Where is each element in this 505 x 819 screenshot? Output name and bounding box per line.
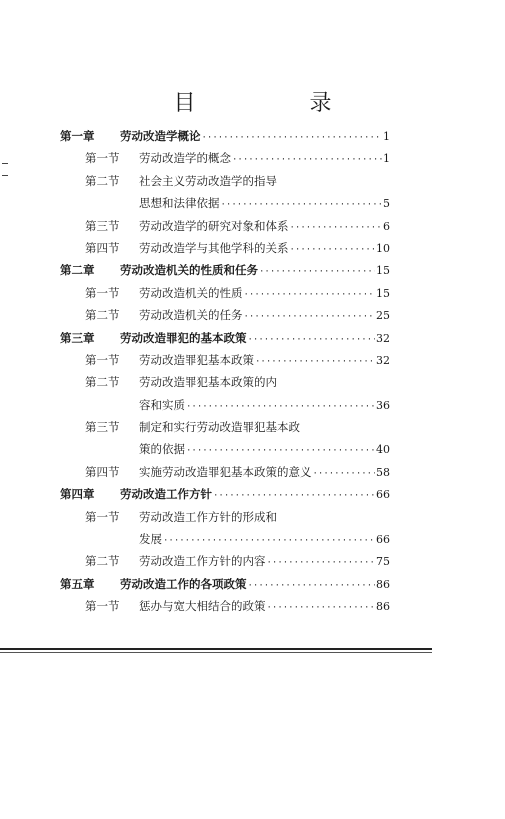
section-number: 第一节 (85, 509, 120, 524)
dot-leader (213, 491, 375, 501)
toc-section[interactable] (60, 150, 390, 172)
toc-section[interactable] (60, 598, 390, 620)
page-number: 32 (376, 331, 390, 345)
page-number: 86 (376, 600, 390, 614)
dot-leader (267, 603, 376, 613)
section-number: 第一节 (85, 352, 120, 367)
section-number: 第二节 (85, 308, 120, 323)
margin-mark (2, 163, 8, 164)
section-title: 劳动改造学的研究对象和体系 (139, 218, 289, 233)
toc-section[interactable] (60, 240, 390, 262)
section-title: 劳动改造工作方针的形成和 (139, 509, 277, 524)
section-number: 第四节 (85, 464, 120, 479)
toc-chapter-2[interactable] (60, 262, 390, 284)
toc-section[interactable] (60, 173, 390, 195)
page-number: 66 (376, 488, 390, 502)
dot-leader (248, 581, 376, 591)
toc-chapter-5[interactable] (60, 576, 390, 598)
dot-leader (259, 267, 375, 277)
section-number: 第三节 (85, 420, 120, 435)
section-number: 第二节 (85, 375, 120, 390)
page-number: 25 (376, 309, 390, 323)
section-title: 劳动改造罪犯基本政策 (139, 352, 254, 367)
chapter-title: 劳动改造机关的性质和任务 (120, 263, 258, 278)
page-title: 目 录 (173, 91, 378, 116)
chapter-title: 劳动改造罪犯的基本政策 (120, 330, 247, 345)
dot-leader (267, 558, 376, 568)
page-number: 5 (383, 197, 390, 211)
page-rule (0, 648, 432, 650)
section-number: 第三节 (85, 218, 120, 233)
page-number: 36 (376, 398, 390, 412)
dot-leader (163, 536, 375, 546)
section-title: 劳动改造工作方针的内容 (139, 554, 266, 569)
dot-leader (290, 245, 376, 255)
dot-leader (290, 223, 383, 233)
dot-leader (313, 469, 376, 479)
chapter-number: 第三章 (60, 330, 95, 345)
toc-section-continuation[interactable] (60, 531, 390, 553)
chapter-number: 第五章 (60, 576, 95, 591)
page-number: 58 (376, 465, 390, 479)
section-title: 实施劳动改造罪犯基本政策的意义 (139, 464, 312, 479)
toc-section[interactable] (60, 374, 390, 396)
page-number: 40 (376, 443, 390, 457)
section-title: 劳动改造学的概念 (139, 151, 231, 166)
toc-chapter-3[interactable] (60, 330, 390, 352)
dot-leader (221, 200, 383, 210)
dot-leader (255, 357, 375, 367)
chapter-number: 第四章 (60, 487, 95, 502)
page-number: 15 (376, 286, 390, 300)
section-title: 发展 (139, 532, 162, 547)
section-number: 第一节 (85, 285, 120, 300)
toc-section[interactable] (60, 464, 390, 486)
toc-section-continuation[interactable] (60, 441, 390, 463)
toc-section-continuation[interactable] (60, 397, 390, 419)
section-title: 劳动改造罪犯基本政策的内 (139, 375, 277, 390)
dot-leader (248, 335, 376, 345)
toc-chapter-4[interactable] (60, 486, 390, 508)
dot-leader (244, 312, 376, 322)
chapter-title: 劳动改造工作的各项政策 (120, 576, 247, 591)
section-number: 第二节 (85, 173, 120, 188)
margin-mark (2, 175, 8, 176)
page-number: 32 (376, 353, 390, 367)
toc-section-continuation[interactable] (60, 195, 390, 217)
page-number: 10 (376, 241, 390, 255)
section-title: 思想和法律依据 (139, 196, 220, 211)
section-title: 容和实质 (139, 397, 185, 412)
dot-leader (244, 290, 376, 300)
toc-section[interactable] (60, 352, 390, 374)
page-number: 6 (383, 219, 390, 233)
section-number: 第四节 (85, 240, 120, 255)
section-title: 社会主义劳动改造学的指导 (139, 173, 277, 188)
section-title: 劳动改造机关的性质 (139, 285, 243, 300)
toc-chapter-1[interactable] (60, 128, 390, 150)
table-of-contents (60, 128, 390, 621)
section-title: 劳动改造机关的任务 (139, 308, 243, 323)
dot-leader (232, 155, 382, 165)
chapter-title: 劳动改造学概论 (120, 129, 201, 143)
section-number: 第一节 (85, 151, 120, 166)
toc-section[interactable] (60, 218, 390, 240)
toc-section[interactable] (60, 307, 390, 329)
section-title: 惩办与宽大相结合的政策 (139, 599, 266, 614)
page-number: 66 (376, 533, 390, 547)
section-number: 第一节 (85, 599, 120, 614)
page-rule (0, 652, 432, 653)
section-number: 第二节 (85, 554, 120, 569)
page-number: 1 (383, 130, 390, 143)
page-number: 86 (376, 577, 390, 591)
toc-section[interactable] (60, 285, 390, 307)
section-title: 制定和实行劳动改造罪犯基本政 (139, 420, 300, 435)
dot-leader (202, 133, 383, 143)
page-number: 15 (376, 264, 390, 278)
chapter-number: 第一章 (60, 129, 95, 143)
section-title: 劳动改造学与其他学科的关系 (139, 240, 289, 255)
section-title: 策的依据 (139, 442, 185, 457)
chapter-number: 第二章 (60, 263, 95, 278)
toc-section[interactable] (60, 419, 390, 441)
dot-leader (186, 402, 375, 412)
toc-section[interactable] (60, 509, 390, 531)
dot-leader (186, 446, 375, 456)
page-number: 75 (376, 555, 390, 569)
toc-section[interactable] (60, 553, 390, 575)
chapter-title: 劳动改造工作方针 (120, 487, 212, 502)
page-number: 1 (383, 152, 390, 166)
